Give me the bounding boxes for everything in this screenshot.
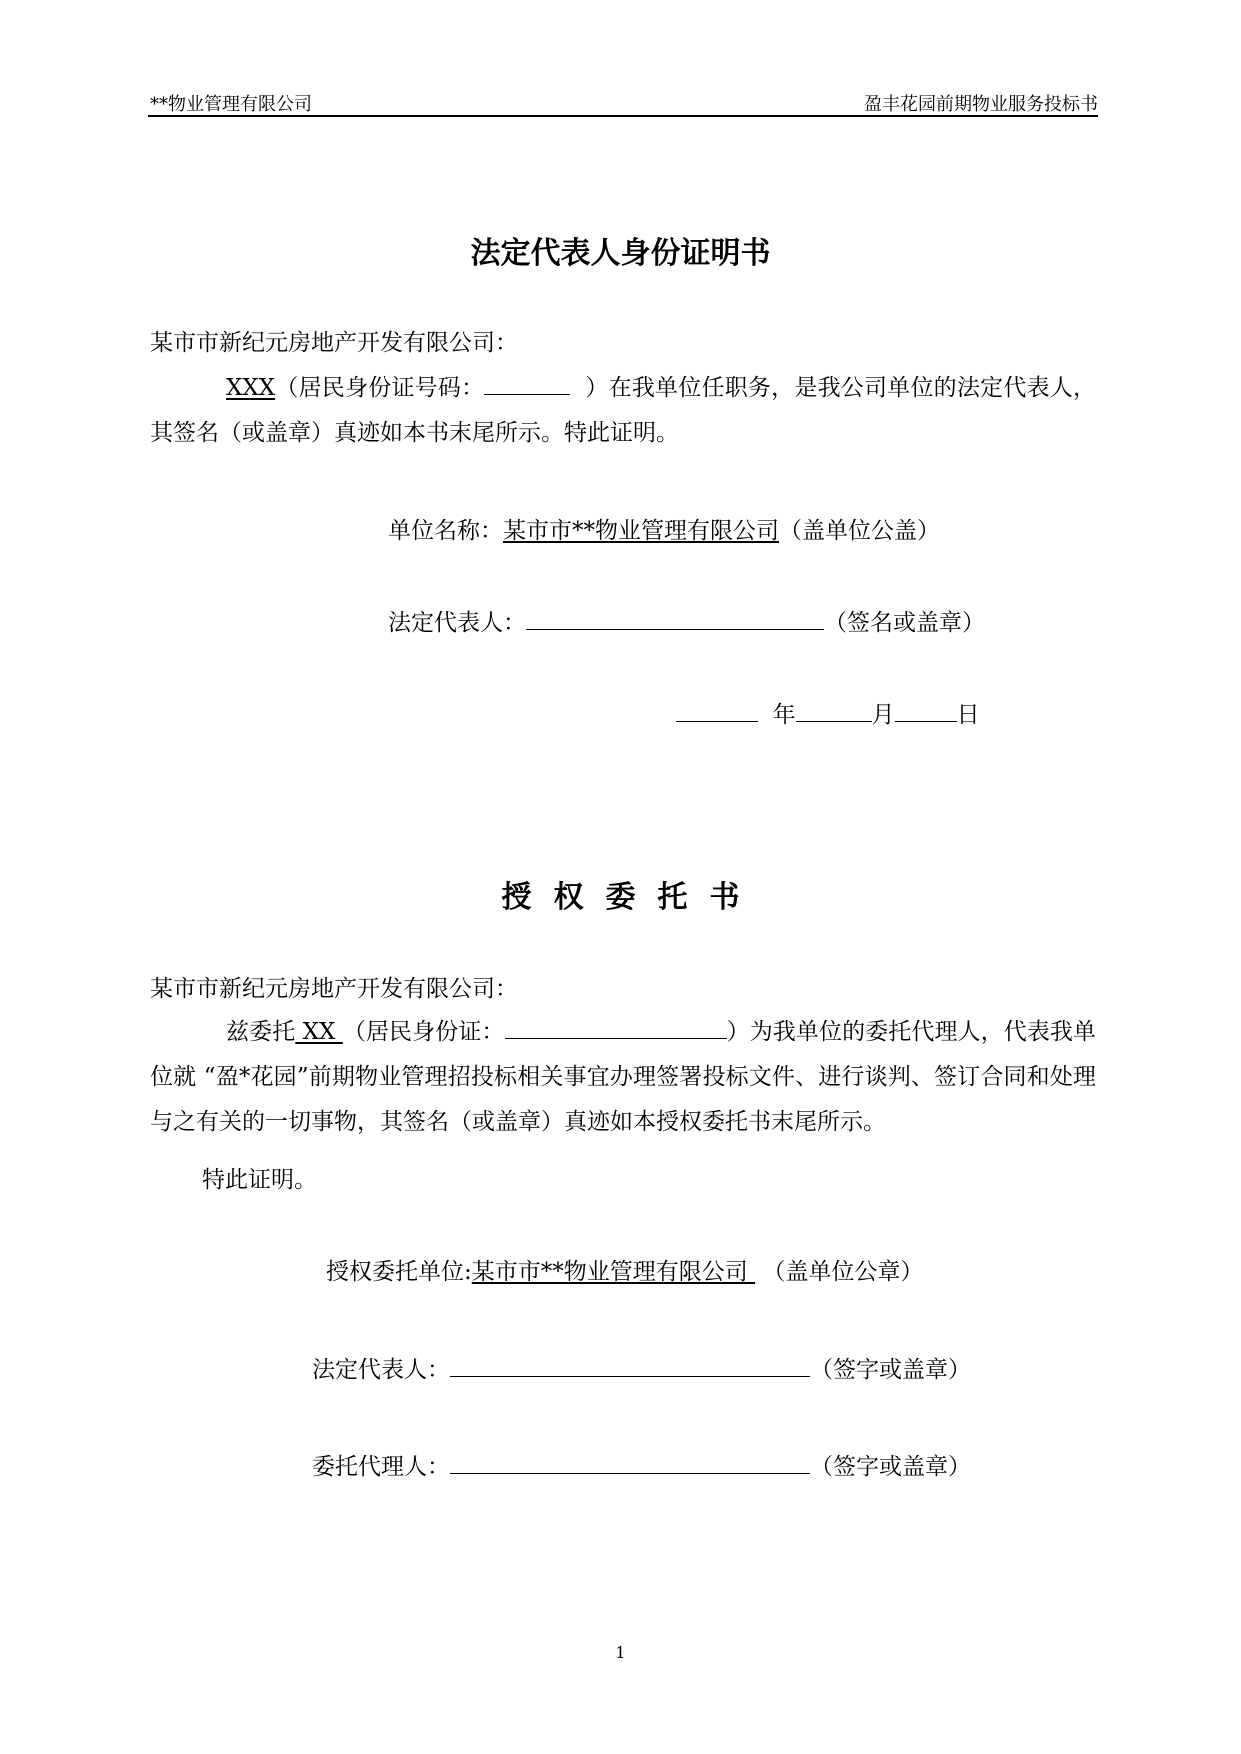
- legal-rep-signature-blank-2[interactable]: [450, 1352, 810, 1377]
- section1-body-text: ）在我单位任职务，是我公司单位的法定代表人，其签名（或盖章）真迹如本书末尾所示。特此证明。: [150, 375, 1097, 446]
- section1-addressee: 某市市新纪元房地产开发有限公司：: [150, 330, 518, 356]
- section1-unit-line: [388, 512, 940, 550]
- section2-body: [150, 1010, 1096, 1145]
- year-label: 年: [772, 702, 796, 728]
- section2-title: 授权委托书: [501, 880, 762, 915]
- section2-agent-label: 委托代理人：: [312, 1454, 450, 1480]
- section2-intro: 兹委托: [226, 1019, 296, 1045]
- section1-id-label: （居民身份证号码：: [275, 375, 485, 401]
- section2-agent-note: （签字或盖章）: [810, 1454, 971, 1480]
- section2-addressee: 某市市新纪元房地产开发有限公司：: [150, 976, 518, 1002]
- section1-name: XXX: [226, 375, 276, 401]
- section1-unit-note: （盖单位公盖）: [779, 518, 940, 544]
- agent-signature-blank[interactable]: [450, 1449, 810, 1474]
- month-blank[interactable]: [796, 697, 872, 722]
- section2-rep-label: 法定代表人：: [312, 1357, 450, 1383]
- section2-agent-line: [312, 1448, 971, 1486]
- section1-rep-line: [388, 604, 985, 642]
- header-company: **物业管理有限公司: [150, 94, 312, 115]
- month-label: 月: [871, 702, 895, 728]
- day-label: 日: [956, 702, 980, 728]
- section1-body: [150, 366, 1096, 456]
- section1-title: 法定代表人身份证明书: [470, 236, 771, 271]
- day-blank[interactable]: [895, 697, 957, 722]
- header-divider: [148, 115, 1098, 117]
- legal-rep-signature-blank[interactable]: [526, 605, 824, 630]
- section1-rep-label: 法定代表人：: [388, 610, 526, 636]
- id-number-blank[interactable]: [484, 370, 570, 395]
- section1-unit-name: 某市市**物业管理有限公司: [503, 518, 779, 544]
- section1-date-line: [676, 696, 980, 734]
- section2-name: XX: [295, 1019, 343, 1045]
- section2-unit-line: [326, 1253, 923, 1291]
- section2-unit-note: （盖单位公章）: [755, 1259, 924, 1285]
- section2-unit-name: 某市市**物业管理有限公司: [471, 1259, 756, 1285]
- year-blank[interactable]: [676, 697, 758, 722]
- section2-rep-line: [312, 1351, 971, 1389]
- section2-body-text: ）为我单位的委托代理人，代表我单位就 “盈*花园”前期物业管理招投标相关事宜办理签署投标文件、进行谈判、签订合同和处理与之有关的一切事物，其签名（或盖章）真迹如本授权委托书末尾所示。: [150, 1019, 1096, 1135]
- header-document-title: 盈丰花园前期物业服务投标书: [864, 94, 1098, 115]
- section1-unit-label: 单位名称：: [388, 518, 503, 544]
- page-number: 1: [615, 1643, 626, 1662]
- section2-id-label: （居民身份证：: [342, 1019, 505, 1045]
- section1-rep-note: （签名或盖章）: [824, 610, 985, 636]
- section2-rep-note: （签字或盖章）: [810, 1357, 971, 1383]
- agent-id-blank[interactable]: [505, 1014, 727, 1039]
- section2-closing: 特此证明。: [202, 1167, 317, 1193]
- section2-unit-label: 授权委托单位:: [326, 1259, 472, 1285]
